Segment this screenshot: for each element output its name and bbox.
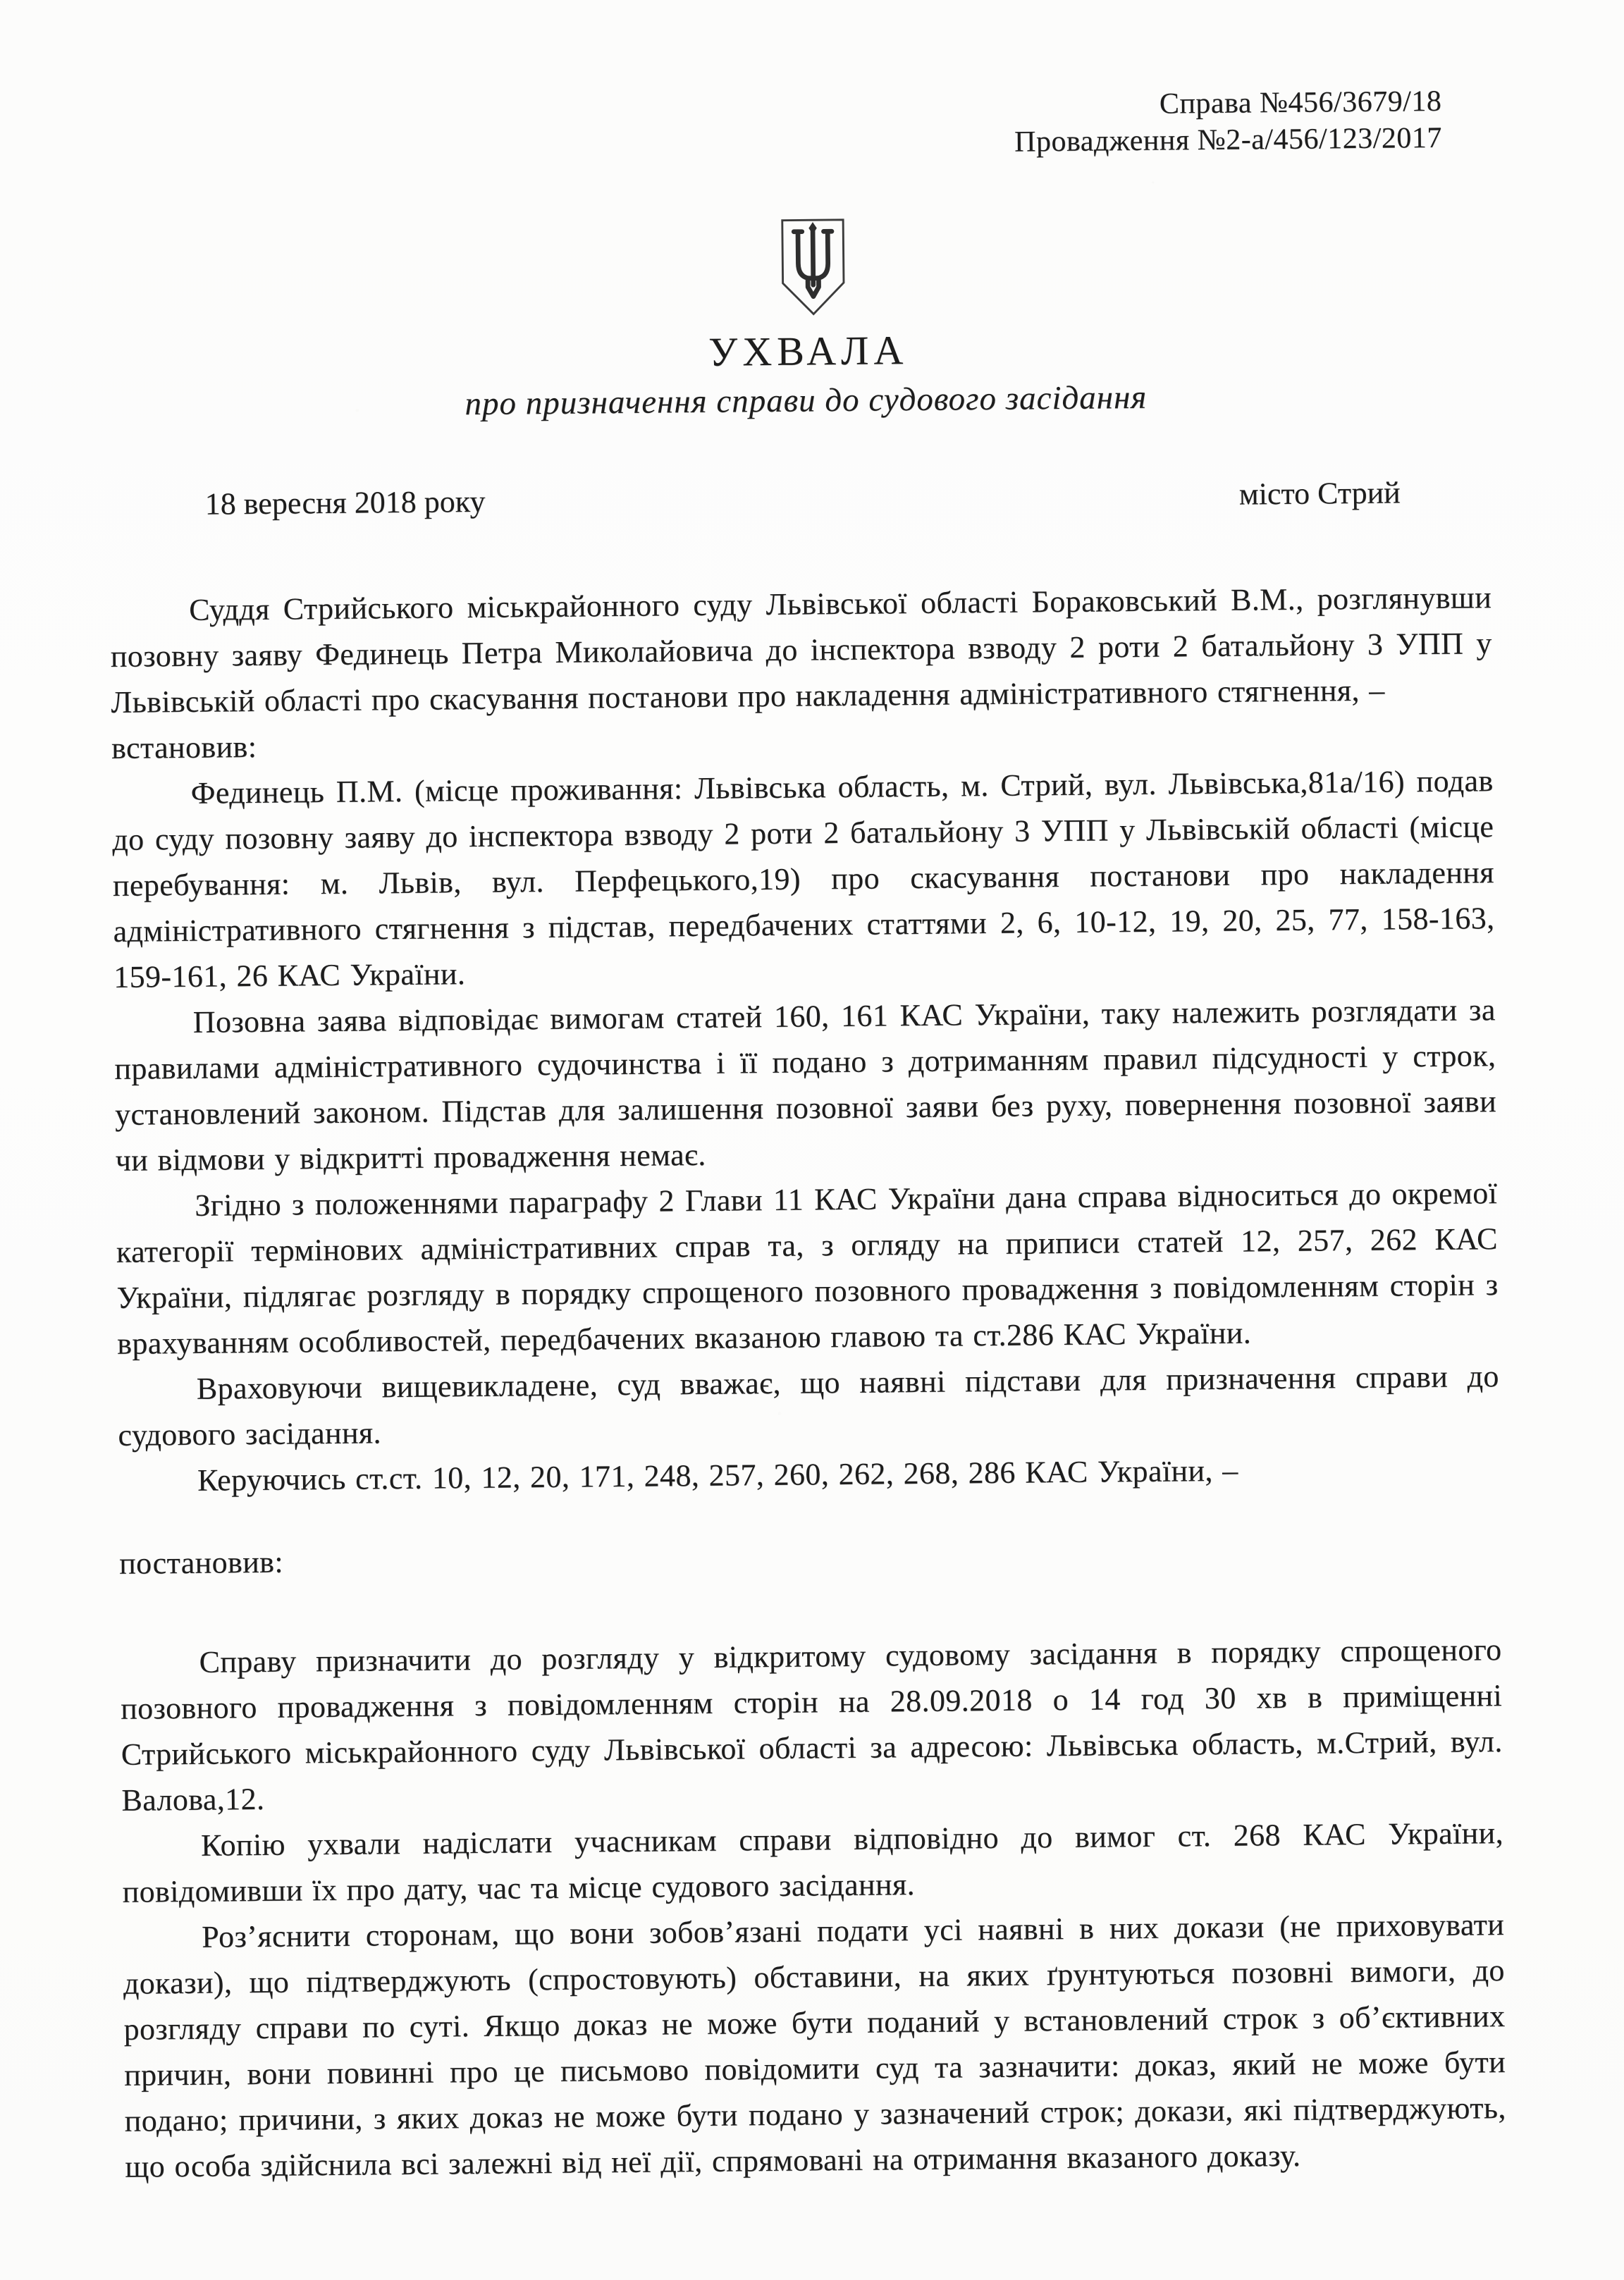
case-number: Справа №456/3679/18 <box>1159 85 1442 121</box>
body-paragraph: Керуючись ст.ст. 10, 12, 20, 171, 248, 257, 260, 262, 268, 286 КАС України, – <box>197 1453 1238 1498</box>
body-paragraph: Роз’яснити сторонам, що вони зобов’язані подати усі наявні в них докази (не приховувати докази), що підтверджують (спростовують) обставини, на яких ґрунтуються позовні вимоги, до розгляду справи по суті. Якщо доказ не може бути поданий у встановлений строк з об’єктивних причин, вони повинні про це письмово повідомити суд та зазначити: доказ, який не може бути подано; причини, з яких доказ не може бути подано у зазначений строк; докази, які підтверджують, що особа здійснила всі залежні від неї дії, спрямовані на отримання вказаного доказу. <box>123 1907 1506 2184</box>
body-paragraph: Справу призначити до розгляду у відкритому судовому засідання в порядку спрощеного позовного провадження з повідомленням сторін на 28.09.2018 о 14 год 30 хв в приміщенні Стрийського міськрайонного суду Львівської області за адресою: Львівська область, м.Стрий, вул. Валова,12. <box>120 1632 1503 1818</box>
ukraine-trident-icon <box>762 217 833 318</box>
document-header <box>105 82 1487 169</box>
document-body <box>110 574 1507 2190</box>
ruling-city: місто Стрий <box>1238 475 1401 512</box>
dateline-row <box>109 474 1491 523</box>
body-paragraph: Позовна заява відповідає вимогам статей 160, 161 КАС України, таку належить розглядати за правилами адміністративного судочинства і її подано з дотриманням правил підсудності у строк, установлений законом. Підстав для залишення позовної заяви без руху, повернення позовної заяви чи відмови у відкритті провадження немає. <box>114 992 1497 1178</box>
document-subtitle: про призначення справи до судового засідання <box>465 378 1148 423</box>
emblem-container <box>106 211 1489 324</box>
section-heading-established: встановив: <box>111 729 257 765</box>
body-paragraph: Копію ухвали надіслати учасникам справи відповідно до вимог ст. 268 КАС України, повідомивши їх про дату, час та місце судового засідання. <box>122 1816 1504 1909</box>
document-title: УХВАЛА <box>708 327 909 375</box>
body-paragraph: Фединець П.М. (місце проживання: Львівська область, м. Стрий, вул. Львівська,81а/16) подав до суду позовну заяву до інспектора взводу 2 роти 2 батальйону 3 УПП у Львівській області (місце перебування: м. Львів, вул. Перфецького,19) про скасування постанови про накладення адміністративного стягнення з підстав, передбачених статтями 2, 6, 10-12, 19, 20, 25, 77, 158-163, 159-161, 26 КАС України. <box>112 763 1495 994</box>
body-paragraph: Враховуючи вищевикладене, суд вважає, що наявні підстави для призначення справи до судового засідання. <box>118 1359 1499 1453</box>
ruling-date: 18 вересня 2018 року <box>204 483 486 522</box>
proceeding-number: Провадження №2-а/456/123/2017 <box>1014 121 1443 159</box>
body-paragraph: Згідно з положеннями параграфу 2 Глави 11 КАС України дана справа відноситься до окремої категорії термінових адміністративних справ та, з огляду на приписи статей 12, 257, 262 КАС України, підлягає розгляду в порядку спрощеного позовного провадження з повідомленням сторін з врахуванням особливостей, передбачених вказаною главою та ст.286 КАС України. <box>116 1176 1499 1361</box>
section-heading-resolved: постановив: <box>118 1544 284 1581</box>
intro-paragraph: Суддя Стрийського міськрайонного суду Львівської області Бораковський В.М., розглянувши позовну заяву Фединець Петра Миколайовича до інспектора взводу 2 роти 2 батальйону 3 УПП у Львівській області про скасування постанови про накладення адміністративного стягнення, – <box>110 580 1492 720</box>
